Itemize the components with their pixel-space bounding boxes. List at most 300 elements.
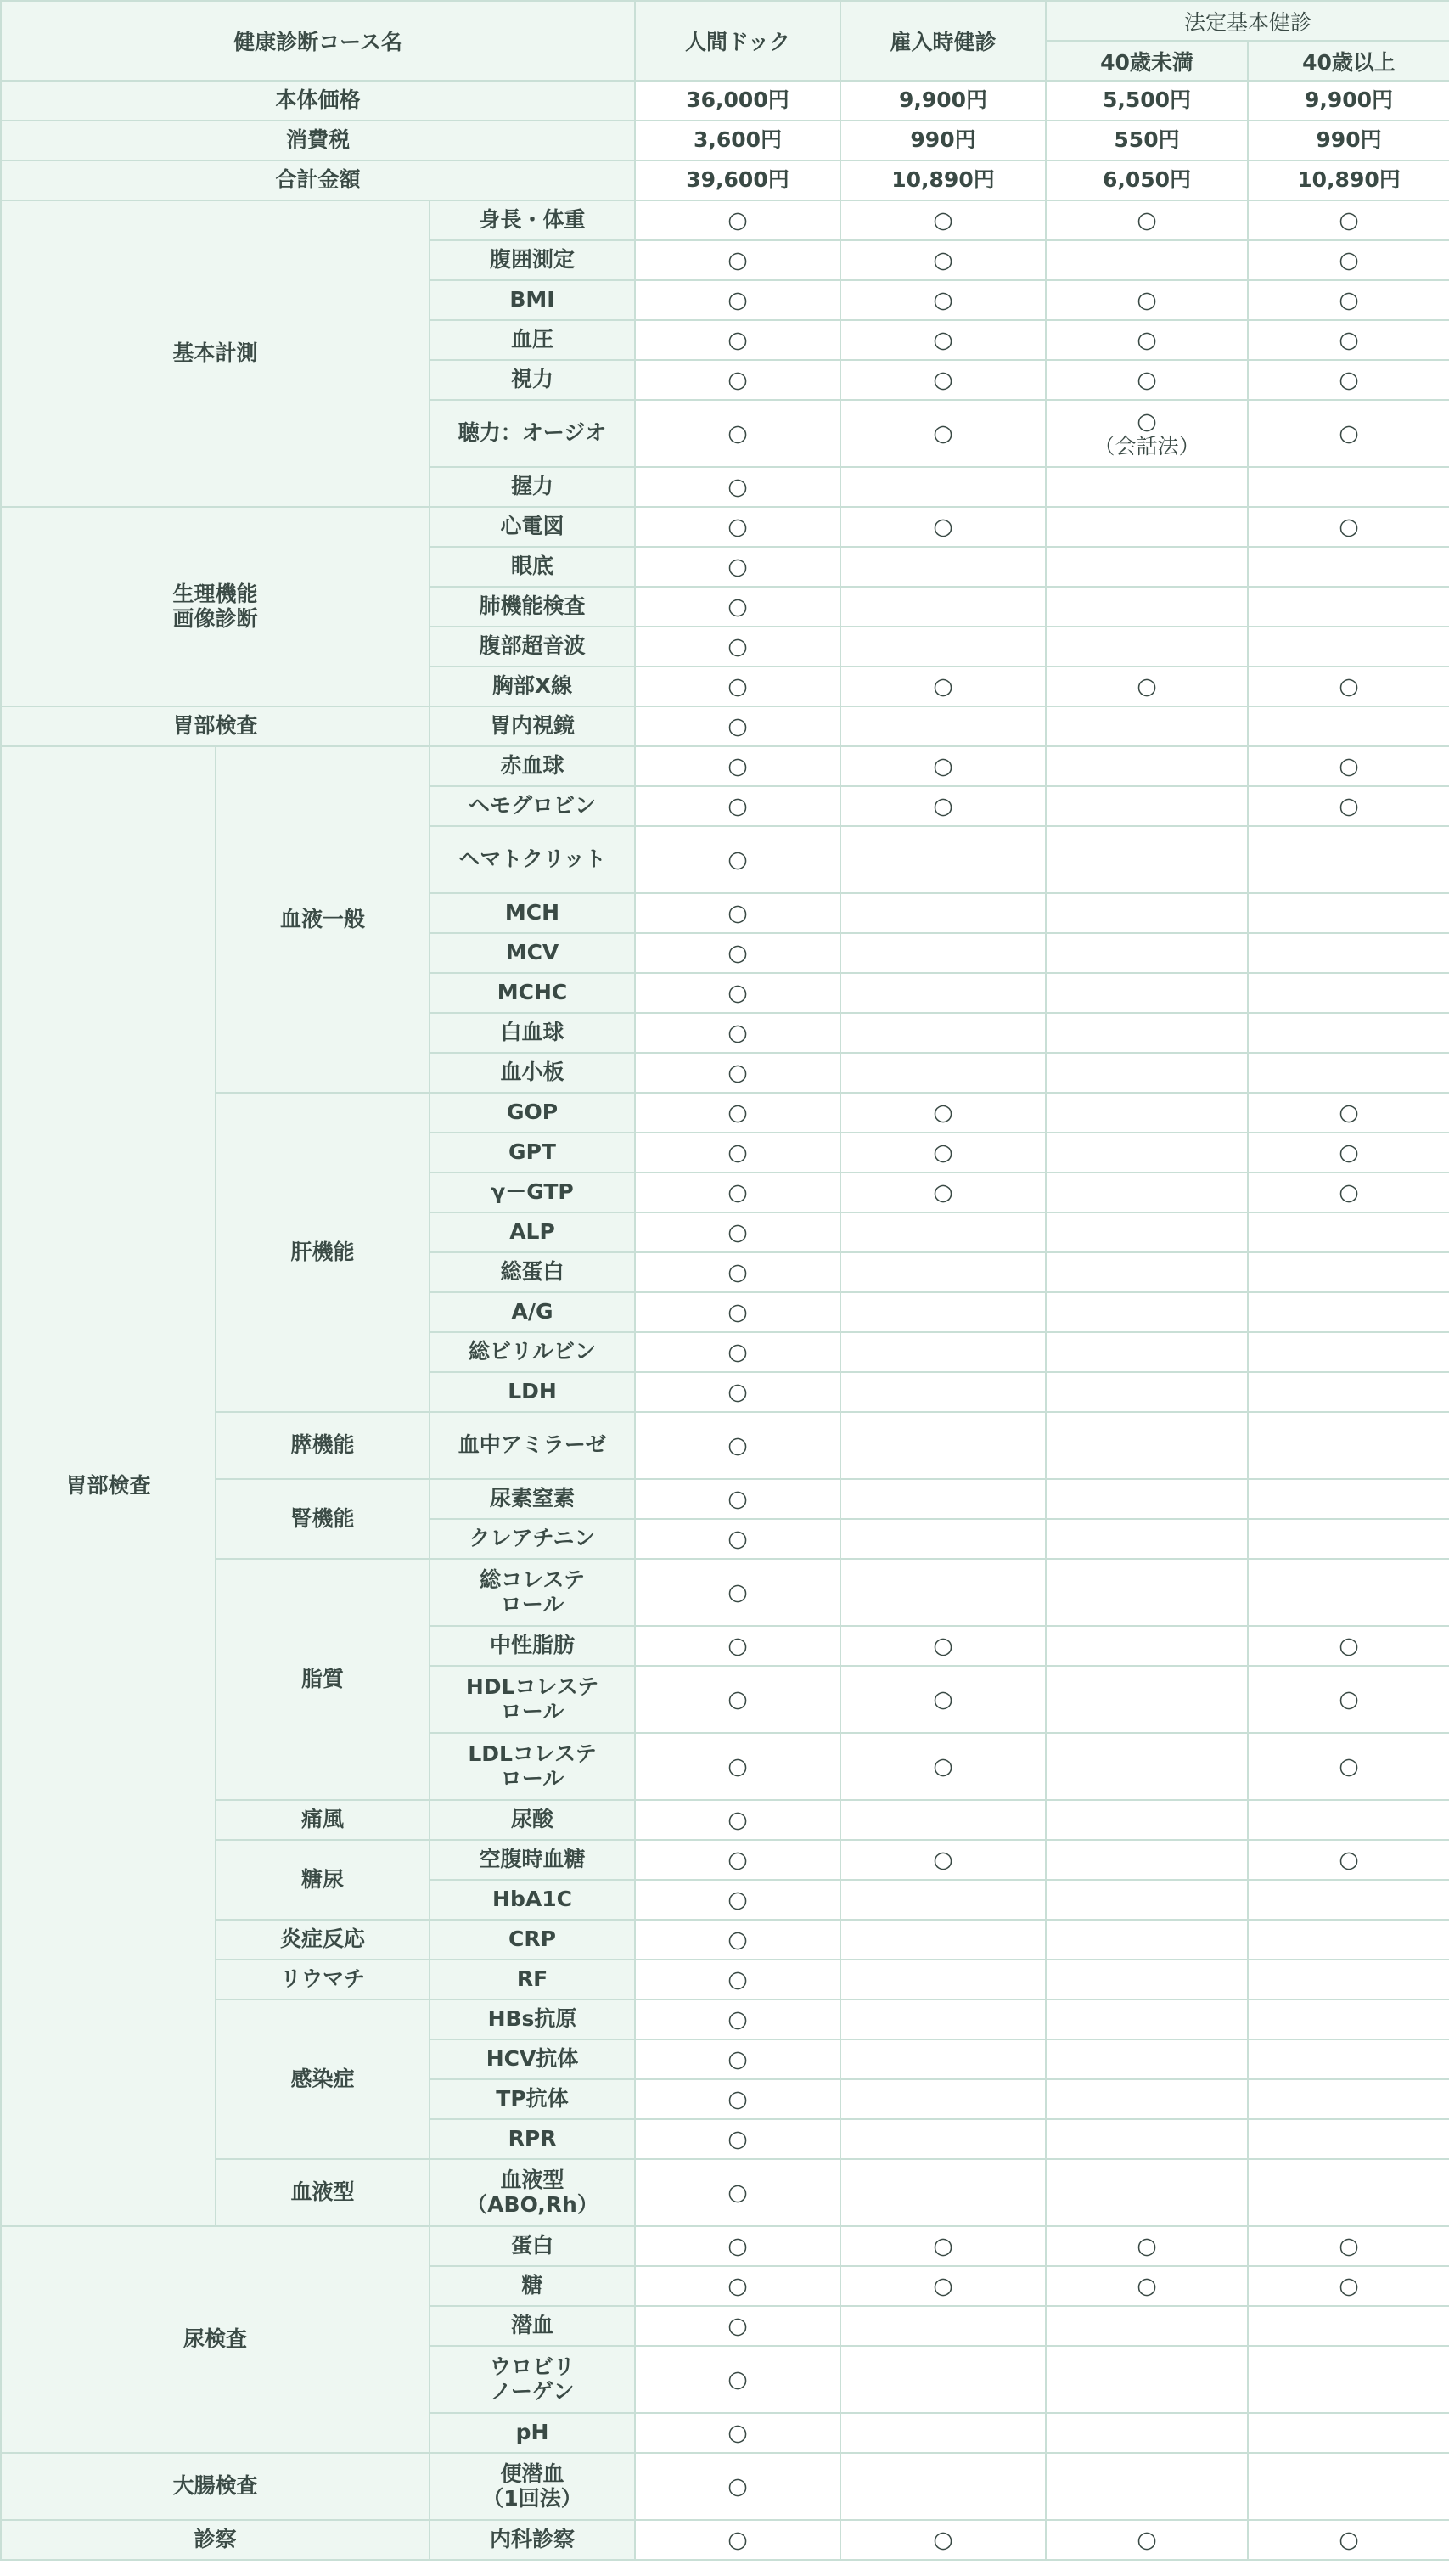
mark-cell (635, 627, 840, 666)
mark-cell (635, 1880, 840, 1920)
cell-text: 血液型 (500, 2167, 564, 2192)
cell-text: HDLコレステ (465, 1673, 599, 1699)
cell-text: 36,000円 (686, 87, 789, 113)
mark-cell (840, 1013, 1046, 1053)
check-circle-icon: ○ (1339, 513, 1359, 540)
cell-text: GOP (506, 1100, 559, 1125)
cell-text: 画像診断 (172, 605, 258, 631)
mark-cell (635, 360, 840, 400)
item-name (430, 2520, 635, 2560)
item-name (430, 2453, 635, 2520)
cell-text: 炎症反応 (279, 1926, 365, 1952)
mark-cell (635, 1559, 840, 1626)
mark-cell (635, 933, 840, 973)
cell-text: ウロビリ (489, 2354, 575, 2379)
item-name (430, 1013, 635, 1053)
cell-text: ヘマトクリット (458, 846, 606, 872)
mark-cell (635, 1252, 840, 1292)
item-name (430, 1479, 635, 1519)
mark-cell (1046, 1880, 1248, 1920)
mark-cell (635, 2306, 840, 2346)
check-circle-icon: ○ (1339, 792, 1359, 819)
item-name (430, 893, 635, 933)
mark-cell (635, 1412, 840, 1479)
mark-cell (1046, 1800, 1248, 1840)
over40-header: 40歳以上 (1248, 41, 1449, 81)
price-value (1248, 160, 1449, 200)
mark-cell (1248, 2039, 1449, 2079)
mark-cell (1248, 400, 1449, 467)
mark-cell (1248, 1093, 1449, 1133)
check-circle-icon: ○ (933, 2526, 953, 2553)
cell-text: 心電図 (500, 514, 564, 539)
cell-text: 胃内視鏡 (489, 713, 575, 739)
mark-cell (840, 1626, 1046, 1666)
table-row (1, 1960, 1449, 1999)
mark-cell (1046, 1999, 1248, 2039)
item-name (430, 400, 635, 467)
mark-cell (1248, 507, 1449, 547)
mark-cell (840, 280, 1046, 320)
mark-cell (840, 1212, 1046, 1252)
mark-cell (1046, 2413, 1248, 2453)
mark-cell (635, 1626, 840, 1666)
mark-cell (1046, 1332, 1248, 1372)
price-value (635, 160, 840, 200)
cell-text: 脂質 (300, 1666, 344, 1691)
item-name (430, 360, 635, 400)
cell-text: pH (515, 2420, 549, 2445)
cell-text: （1回法） (482, 2485, 582, 2511)
cell-text: 糖 (521, 2273, 543, 2298)
item-name (430, 1519, 635, 1559)
mark-cell (1046, 1626, 1248, 1666)
cell-text: 総コレステ (480, 1566, 585, 1592)
mark-cell (635, 1372, 840, 1412)
mark-cell (1046, 2266, 1248, 2306)
mark-cell (1248, 2453, 1449, 2520)
mark-cell (1248, 1372, 1449, 1412)
check-circle-icon: ○ (727, 1099, 748, 1126)
check-circle-icon: ○ (727, 2045, 748, 2073)
check-circle-icon: ○ (1339, 1139, 1359, 1166)
check-circle-icon: ○ (727, 2085, 748, 2112)
mark-cell (635, 2226, 840, 2266)
check-circle-icon: ○ (1339, 2272, 1359, 2299)
check-circle-icon: ○ (727, 1431, 748, 1459)
mark-cell (1248, 1626, 1449, 1666)
mark-cell (1046, 2226, 1248, 2266)
check-circle-icon: ○ (727, 1578, 748, 1606)
price-value (1046, 160, 1248, 200)
mark-cell (635, 1960, 840, 1999)
check-circle-icon: ○ (933, 1846, 953, 1873)
check-circle-icon: ○ (1339, 1752, 1359, 1780)
mark-cell (1046, 933, 1248, 973)
mark-cell (1046, 1212, 1248, 1252)
mark-cell (840, 1252, 1046, 1292)
cell-text: 血中アミラーゼ (458, 1432, 607, 1458)
mark-cell (1046, 2159, 1248, 2226)
mark-cell (1046, 706, 1248, 746)
mark-cell (1046, 1372, 1248, 1412)
mark-cell (1046, 1093, 1248, 1133)
mark-cell (840, 893, 1046, 933)
mark-cell (840, 666, 1046, 706)
mark-cell (840, 507, 1046, 547)
table-row (1, 2453, 1449, 2520)
mark-cell (635, 973, 840, 1013)
cell-text: 胃部検査 (172, 713, 258, 739)
mark-cell (840, 360, 1046, 400)
cell-text: 肺機能検査 (479, 593, 586, 619)
subcategory-label (216, 1559, 430, 1800)
table-row (1, 1559, 1449, 1626)
check-circle-icon: ○ (727, 1632, 748, 1659)
cell-text: 550円 (1114, 127, 1180, 153)
check-circle-icon: ○ (1137, 206, 1157, 233)
mark-cell (1248, 2346, 1449, 2413)
mark-cell (635, 2039, 840, 2079)
mark-cell (635, 893, 840, 933)
mark-cell (1248, 826, 1449, 893)
item-name (430, 507, 635, 547)
item-name (430, 240, 635, 280)
cell-text: 本体価格 (275, 87, 361, 113)
check-circle-icon: ○ (1339, 1632, 1359, 1659)
check-circle-icon: ○ (727, 1059, 748, 1086)
mark-cell (1248, 1559, 1449, 1626)
cell-text: 空腹時血糖 (479, 1847, 586, 1872)
mark-cell (840, 1999, 1046, 2039)
check-circle-icon: ○ (727, 1525, 748, 1552)
mark-cell (1046, 1519, 1248, 1559)
mark-cell (1248, 1252, 1449, 1292)
cell-text: 感染症 (290, 2066, 355, 2091)
mark-cell (840, 1880, 1046, 1920)
check-circle-icon: ○ (727, 2472, 748, 2500)
check-circle-icon: ○ (1339, 2526, 1359, 2553)
mark-cell (1046, 547, 1248, 587)
cell-text: ALP (509, 1219, 555, 1245)
mark-cell (1046, 1666, 1248, 1733)
mark-cell (635, 1666, 840, 1733)
cell-text: 膵機能 (290, 1432, 355, 1458)
mark-cell (635, 1133, 840, 1173)
mark-cell (840, 1372, 1046, 1412)
check-circle-icon: ○ (1137, 672, 1157, 700)
mark-cell (1248, 1053, 1449, 1093)
table-row (1, 507, 1449, 547)
table-row (1, 1800, 1449, 1840)
check-circle-icon: ○ (727, 1485, 748, 1512)
mark-cell (635, 1840, 840, 1880)
mark-cell (840, 1733, 1046, 1800)
check-circle-icon: ○ (727, 712, 748, 740)
mark-cell (635, 240, 840, 280)
table-body (1, 1, 1449, 2560)
mark-cell (1046, 746, 1248, 786)
mark-cell (1046, 320, 1248, 360)
mark-cell (1248, 200, 1449, 240)
subcategory-label (216, 2159, 430, 2226)
check-circle-icon: ○ (727, 2125, 748, 2152)
mark-cell (1046, 973, 1248, 1013)
item-name (430, 666, 635, 706)
cell-text: 中性脂肪 (489, 1633, 575, 1658)
category-label (1, 2520, 430, 2560)
item-name (430, 1212, 635, 1252)
mark-cell (1046, 893, 1248, 933)
cell-text: 血圧 (510, 327, 553, 352)
category-label (1, 2453, 430, 2520)
cell-text: ロール (500, 1591, 564, 1617)
cell-text: 肝機能 (290, 1239, 355, 1264)
cell-text: 胃部検査 (65, 1473, 151, 1499)
cell-text: 内科診察 (489, 2527, 575, 2552)
mark-cell (840, 1053, 1046, 1093)
check-circle-icon: ○ (1339, 752, 1359, 779)
cell-text: 赤血球 (500, 753, 564, 779)
mark-cell (1248, 1173, 1449, 1212)
mark-cell (840, 1173, 1046, 1212)
check-circle-icon: ○ (727, 2312, 748, 2339)
cell-text: 10,890円 (891, 167, 995, 193)
under40-header: 40歳未満 (1046, 41, 1248, 81)
check-circle-icon: ○ (933, 326, 953, 353)
mark-cell (840, 786, 1046, 826)
mark-cell (840, 1840, 1046, 1880)
mark-cell (1046, 507, 1248, 547)
check-circle-icon: ○ (933, 1099, 953, 1126)
mark-cell (1248, 2226, 1449, 2266)
mark-cell (1248, 467, 1449, 507)
cell-text: 便潜血 (500, 2461, 564, 2486)
mark-cell (635, 400, 840, 467)
item-name (430, 786, 635, 826)
mark-cell (840, 933, 1046, 973)
category-label (1, 507, 430, 706)
mark-cell (840, 240, 1046, 280)
mark-cell (1248, 1800, 1449, 1840)
cell-text: LDH (508, 1379, 557, 1404)
check-circle-icon: ○ (727, 979, 748, 1006)
check-circle-icon: ○ (727, 246, 748, 273)
cell-text: 血液一般 (279, 906, 365, 931)
check-circle-icon: ○ (1339, 326, 1359, 353)
check-circle-icon: ○ (1137, 326, 1157, 353)
item-name (430, 200, 635, 240)
cell-text: 蛋白 (510, 2233, 553, 2258)
table-row (1, 1999, 1449, 2039)
cell-text: 基本計測 (172, 340, 258, 366)
check-circle-icon: ○ (727, 792, 748, 819)
check-circle-icon: ○ (727, 939, 748, 966)
mark-cell (1248, 933, 1449, 973)
cell-text: （ABO,Rh） (466, 2191, 598, 2217)
table-row (1, 2520, 1449, 2560)
check-circle-icon: ○ (727, 1178, 748, 1206)
mark-cell (635, 2413, 840, 2453)
item-name (430, 1053, 635, 1093)
item-name (430, 1666, 635, 1733)
mark-cell (840, 973, 1046, 1013)
mark-cell (1248, 2266, 1449, 2306)
mark-cell (635, 826, 840, 893)
price-row (1, 81, 1449, 121)
mark-cell (1248, 1479, 1449, 1519)
mark-cell (1248, 666, 1449, 706)
check-circle-icon: ○ (727, 899, 748, 926)
check-circle-icon: ○ (933, 513, 953, 540)
cell-text: MCHC (497, 980, 568, 1005)
cell-text: A/G (511, 1299, 553, 1325)
mark-cell (840, 1332, 1046, 1372)
cell-text: 握力 (510, 474, 553, 499)
mark-cell (840, 2306, 1046, 2346)
cell-text: GPT (508, 1139, 556, 1165)
mark-cell (1046, 1840, 1248, 1880)
check-circle-icon: ○ (727, 2179, 748, 2206)
mark-cell (840, 2159, 1046, 2226)
item-name (430, 587, 635, 627)
mark-cell (635, 200, 840, 240)
item-name (430, 1173, 635, 1212)
check-circle-icon: ○ (933, 752, 953, 779)
mark-cell (840, 1960, 1046, 1999)
cell-text: 10,890円 (1297, 167, 1401, 193)
cell-text: 診察 (194, 2527, 237, 2552)
mark-cell (635, 1999, 840, 2039)
item-name (430, 467, 635, 507)
mark-cell (635, 2453, 840, 2520)
mark-cell (635, 746, 840, 786)
price-label (1, 121, 635, 160)
subcategory-label (216, 1412, 430, 1479)
mark-cell (1046, 200, 1248, 240)
cell-text: LDLコレステ (468, 1741, 597, 1766)
mark-cell (1046, 826, 1248, 893)
cell-text: （会話法） (1093, 433, 1200, 458)
item-name (430, 1626, 635, 1666)
mark-cell (1046, 1013, 1248, 1053)
subcategory-label (216, 1999, 430, 2159)
table-row (1, 200, 1449, 240)
cell-text: クレアチニン (469, 1526, 596, 1551)
item-name (430, 280, 635, 320)
mark-cell (1248, 1840, 1449, 1880)
mark-cell (635, 547, 840, 587)
mark-cell (1248, 1960, 1449, 1999)
price-value (840, 121, 1046, 160)
mark-cell (1248, 1519, 1449, 1559)
check-circle-icon: ○ (727, 1966, 748, 1993)
check-circle-icon: ○ (727, 752, 748, 779)
price-value (1248, 121, 1449, 160)
mark-cell (840, 1666, 1046, 1733)
check-circle-icon: ○ (727, 419, 748, 447)
check-circle-icon: ○ (1137, 408, 1157, 435)
price-value (635, 81, 840, 121)
cell-text: 3,600円 (693, 127, 783, 153)
item-name (430, 706, 635, 746)
mark-cell (1248, 240, 1449, 280)
check-circle-icon: ○ (727, 2272, 748, 2299)
mark-cell (635, 1479, 840, 1519)
check-circle-icon: ○ (1339, 246, 1359, 273)
mark-cell (1248, 280, 1449, 320)
item-name (430, 547, 635, 587)
check-circle-icon: ○ (727, 206, 748, 233)
mark-cell (635, 2346, 840, 2413)
check-circle-icon: ○ (933, 2272, 953, 2299)
check-circle-icon: ○ (727, 553, 748, 580)
cell-text: 尿素窒素 (489, 1486, 575, 1511)
subcategory-label (216, 1840, 430, 1920)
price-value (635, 121, 840, 160)
mark-cell (1248, 2306, 1449, 2346)
subcategory-label (216, 1093, 430, 1412)
check-circle-icon: ○ (1137, 286, 1157, 313)
check-circle-icon: ○ (933, 419, 953, 447)
check-circle-icon: ○ (727, 1752, 748, 1780)
mark-cell (1046, 467, 1248, 507)
mark-cell (840, 2226, 1046, 2266)
mark-cell (840, 746, 1046, 786)
mark-cell (1046, 1559, 1248, 1626)
cell-text: HBs抗原 (487, 2006, 577, 2032)
price-label (1, 160, 635, 200)
category-label (1, 706, 430, 746)
mark-cell (635, 2119, 840, 2159)
check-circle-icon: ○ (727, 1886, 748, 1913)
mark-cell (840, 1519, 1046, 1559)
mark-cell (840, 1412, 1046, 1479)
mark-cell (635, 2079, 840, 2119)
mark-cell (840, 1093, 1046, 1133)
mark-cell (1046, 2306, 1248, 2346)
mark-cell (1046, 2346, 1248, 2413)
mark-cell (635, 2520, 840, 2560)
mark-cell (635, 1800, 840, 1840)
item-name (430, 1252, 635, 1292)
check-circle-icon: ○ (727, 846, 748, 873)
cell-text: 身長・体重 (479, 207, 586, 233)
check-circle-icon: ○ (933, 1139, 953, 1166)
mark-cell (1248, 360, 1449, 400)
mark-cell (1046, 280, 1248, 320)
mark-cell (635, 706, 840, 746)
mark-cell (1248, 587, 1449, 627)
mark-cell (840, 547, 1046, 587)
check-circle-icon: ○ (727, 633, 748, 660)
mark-cell (1046, 666, 1248, 706)
mark-cell (1046, 1053, 1248, 1093)
cell-text: 腎機能 (290, 1505, 355, 1531)
cell-text: 糖尿 (300, 1866, 344, 1892)
check-circle-icon: ○ (727, 1298, 748, 1325)
mark-cell (840, 1800, 1046, 1840)
check-circle-icon: ○ (727, 473, 748, 500)
mark-cell (635, 1093, 840, 1133)
mark-cell (840, 320, 1046, 360)
cell-text: 血液型 (290, 2179, 355, 2205)
mark-cell (1248, 1999, 1449, 2039)
price-value (1046, 121, 1248, 160)
check-circle-icon: ○ (933, 2232, 953, 2259)
check-circle-icon: ○ (1339, 1099, 1359, 1126)
cell-text: 眼底 (510, 554, 553, 579)
